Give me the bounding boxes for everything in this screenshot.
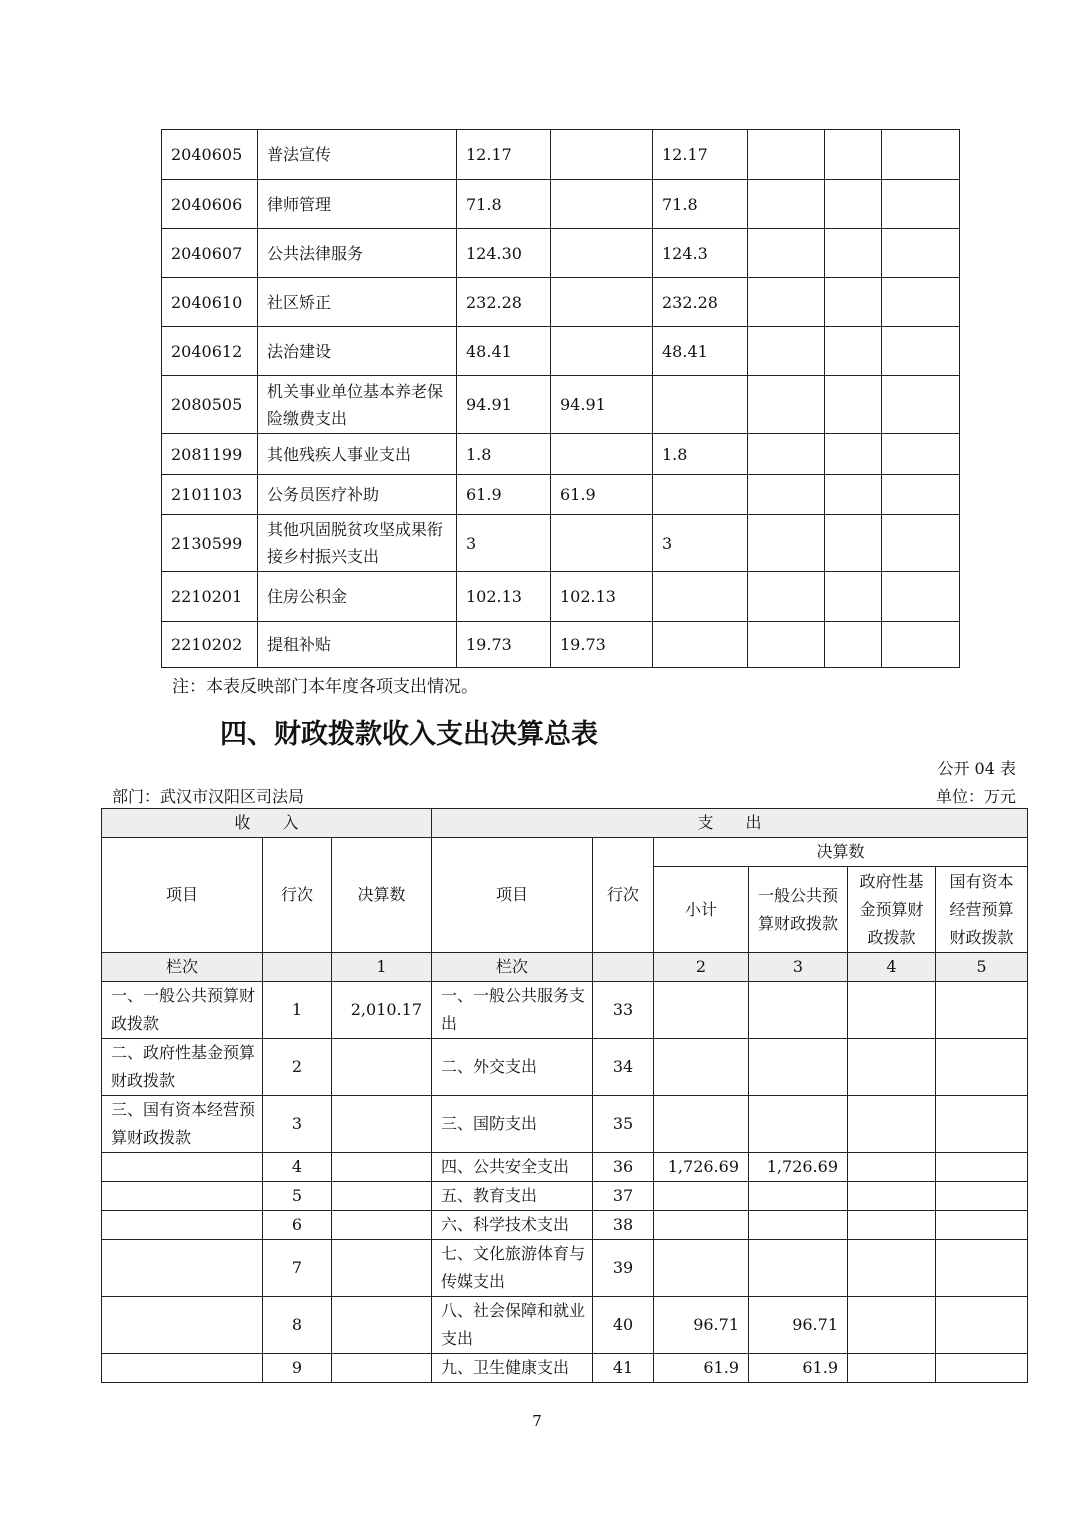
- expense-item: 四、公共安全支出: [432, 1153, 593, 1182]
- column-number: 5: [936, 953, 1028, 982]
- subject-name: 法治建设: [258, 327, 457, 376]
- table-note: 注：本表反映部门本年度各项支出情况。: [172, 677, 478, 697]
- project-value: [653, 376, 748, 434]
- income-row-no: 8: [263, 1297, 332, 1354]
- table-row: [162, 130, 960, 180]
- empty-cell: [748, 376, 825, 434]
- empty-cell: [748, 180, 825, 229]
- income-row-no: 2: [263, 1039, 332, 1096]
- column-number: 3: [749, 953, 848, 982]
- section-title: 四、财政拨款收入支出决算总表: [220, 719, 598, 750]
- expense-row-no: 39: [593, 1240, 654, 1297]
- income-row-no-header: 行次: [263, 838, 332, 953]
- subject-name: 社区矫正: [258, 278, 457, 327]
- basic-value: [551, 278, 653, 327]
- empty-cell: [825, 376, 882, 434]
- empty-cell: [882, 130, 960, 180]
- basic-value: [551, 515, 653, 572]
- income-amount: [332, 1182, 432, 1211]
- column-number: 1: [332, 953, 432, 982]
- income-item: [102, 1240, 263, 1297]
- total-value: 1.8: [457, 434, 551, 475]
- income-item: [102, 1354, 263, 1383]
- table-row: [102, 1211, 1028, 1240]
- subtotal-value: [654, 1039, 749, 1096]
- empty-cell: [825, 515, 882, 572]
- subtotal-value: 1,726.69: [654, 1153, 749, 1182]
- expense-item: 三、国防支出: [432, 1096, 593, 1153]
- table-row: [102, 1297, 1028, 1354]
- general-value: 61.9: [749, 1354, 848, 1383]
- header-row: [102, 809, 1028, 838]
- income-item: [102, 1211, 263, 1240]
- page-number: 7: [532, 1412, 542, 1430]
- expense-item: 一、一般公共服务支出: [432, 982, 593, 1039]
- table-row: [162, 434, 960, 475]
- subject-code: 2210201: [162, 572, 258, 622]
- state-value: [936, 1182, 1028, 1211]
- project-value: 71.8: [653, 180, 748, 229]
- income-amount: [332, 1211, 432, 1240]
- general-value: [749, 1096, 848, 1153]
- table-row: [102, 1240, 1028, 1297]
- department-label: 部门：武汉市汉阳区司法局: [112, 787, 305, 806]
- subtotal-value: 96.71: [654, 1297, 749, 1354]
- expense-item: 九、卫生健康支出: [432, 1354, 593, 1383]
- unit-label: 单位：万元: [935, 787, 1016, 806]
- expense-item: 六、科学技术支出: [432, 1211, 593, 1240]
- expenditure-detail-table: [161, 129, 960, 668]
- expense-header: 支 出: [432, 809, 1028, 838]
- project-value: 12.17: [653, 130, 748, 180]
- table-row: [162, 376, 960, 434]
- empty-cell: [825, 572, 882, 622]
- expense-row-no: 37: [593, 1182, 654, 1211]
- empty-cell: [882, 434, 960, 475]
- column-label: 栏次: [102, 953, 263, 982]
- table-row: [102, 1354, 1028, 1383]
- empty-cell: [882, 376, 960, 434]
- fund-value: [848, 1240, 936, 1297]
- subtotal-value: 61.9: [654, 1354, 749, 1383]
- basic-value: [551, 327, 653, 376]
- income-header: 收 入: [102, 809, 432, 838]
- empty-cell: [748, 434, 825, 475]
- empty-cell: [825, 327, 882, 376]
- fund-value: [848, 1182, 936, 1211]
- total-value: 124.30: [457, 229, 551, 278]
- table-row: [162, 572, 960, 622]
- income-item-header: 项目: [102, 838, 263, 953]
- subject-name: 住房公积金: [258, 572, 457, 622]
- general-value: [749, 1182, 848, 1211]
- expense-row-no: 36: [593, 1153, 654, 1182]
- table-row: [102, 1096, 1028, 1153]
- expense-item: 二、外交支出: [432, 1039, 593, 1096]
- general-value: [749, 1211, 848, 1240]
- state-value: [936, 982, 1028, 1039]
- state-value: [936, 1240, 1028, 1297]
- subtotal-header: 小计: [654, 867, 749, 953]
- empty-cell: [825, 278, 882, 327]
- fund-value: [848, 982, 936, 1039]
- table-row: [102, 1182, 1028, 1211]
- basic-value: [551, 434, 653, 475]
- table-row: [162, 515, 960, 572]
- basic-value: 94.91: [551, 376, 653, 434]
- income-amount: [332, 1153, 432, 1182]
- income-amount: [332, 1297, 432, 1354]
- fund-budget-header: 政府性基金预算财政拨款: [848, 867, 936, 953]
- income-amount: 2,010.17: [332, 982, 432, 1039]
- fund-value: [848, 1096, 936, 1153]
- column-number-row: [102, 953, 1028, 982]
- basic-value: [551, 229, 653, 278]
- state-value: [936, 1153, 1028, 1182]
- table-row: [102, 1039, 1028, 1096]
- basic-value: [551, 130, 653, 180]
- expense-item-header: 项目: [432, 838, 593, 953]
- fund-value: [848, 1297, 936, 1354]
- subject-name: 律师管理: [258, 180, 457, 229]
- income-row-no: 6: [263, 1211, 332, 1240]
- income-amount: [332, 1096, 432, 1153]
- fund-value: [848, 1039, 936, 1096]
- subject-code: 2081199: [162, 434, 258, 475]
- empty-cell: [882, 229, 960, 278]
- empty-cell: [748, 475, 825, 515]
- basic-value: 102.13: [551, 572, 653, 622]
- basic-value: 61.9: [551, 475, 653, 515]
- empty-cell: [748, 130, 825, 180]
- subject-name: 其他残疾人事业支出: [258, 434, 457, 475]
- income-item: [102, 1297, 263, 1354]
- empty-cell: [825, 434, 882, 475]
- expense-row-no: 40: [593, 1297, 654, 1354]
- empty-cell: [825, 622, 882, 668]
- subject-code: 2101103: [162, 475, 258, 515]
- subject-code: 2040607: [162, 229, 258, 278]
- empty-cell: [263, 953, 332, 982]
- empty-cell: [882, 180, 960, 229]
- general-value: [749, 982, 848, 1039]
- basic-value: [551, 180, 653, 229]
- expense-row-no-header: 行次: [593, 838, 654, 953]
- table-row: [162, 229, 960, 278]
- subject-code: 2040606: [162, 180, 258, 229]
- general-value: [749, 1039, 848, 1096]
- empty-cell: [748, 622, 825, 668]
- fund-value: [848, 1153, 936, 1182]
- income-row-no: 5: [263, 1182, 332, 1211]
- table-row: [162, 180, 960, 229]
- total-value: 48.41: [457, 327, 551, 376]
- general-value: 96.71: [749, 1297, 848, 1354]
- expense-row-no: 33: [593, 982, 654, 1039]
- state-value: [936, 1211, 1028, 1240]
- empty-cell: [825, 229, 882, 278]
- general-budget-header: 一般公共预算财政拨款: [749, 867, 848, 953]
- project-value: [653, 622, 748, 668]
- fiscal-appropriation-summary-table: [101, 808, 1028, 1383]
- table-row: [162, 278, 960, 327]
- subject-name: 公务员医疗补助: [258, 475, 457, 515]
- project-value: 124.3: [653, 229, 748, 278]
- income-item: [102, 1153, 263, 1182]
- general-value: [749, 1240, 848, 1297]
- subject-code: 2040605: [162, 130, 258, 180]
- empty-cell: [825, 130, 882, 180]
- empty-cell: [748, 327, 825, 376]
- subject-code: 2210202: [162, 622, 258, 668]
- subject-name: 普法宣传: [258, 130, 457, 180]
- subject-code: 2040612: [162, 327, 258, 376]
- fund-value: [848, 1211, 936, 1240]
- column-number: 4: [848, 953, 936, 982]
- form-number: 公开 04 表: [937, 759, 1016, 778]
- total-value: 94.91: [457, 376, 551, 434]
- total-value: 61.9: [457, 475, 551, 515]
- subtotal-value: [654, 1182, 749, 1211]
- income-item: 一、一般公共预算财政拨款: [102, 982, 263, 1039]
- table-row: [162, 327, 960, 376]
- income-item: [102, 1182, 263, 1211]
- subject-code: 2130599: [162, 515, 258, 572]
- total-value: 12.17: [457, 130, 551, 180]
- subject-name: 提租补贴: [258, 622, 457, 668]
- subject-code: 2040610: [162, 278, 258, 327]
- income-amount: [332, 1039, 432, 1096]
- income-row-no: 7: [263, 1240, 332, 1297]
- empty-cell: [825, 475, 882, 515]
- income-item: 二、政府性基金预算财政拨款: [102, 1039, 263, 1096]
- project-value: [653, 475, 748, 515]
- income-amount: [332, 1240, 432, 1297]
- table-row: [102, 982, 1028, 1039]
- budget-header: 决算数: [654, 838, 1028, 867]
- general-value: 1,726.69: [749, 1153, 848, 1182]
- subject-name: 其他巩固脱贫攻坚成果衔接乡村振兴支出: [258, 515, 457, 572]
- subtotal-value: [654, 982, 749, 1039]
- state-value: [936, 1039, 1028, 1096]
- table-row: [162, 622, 960, 668]
- project-value: 48.41: [653, 327, 748, 376]
- state-value: [936, 1096, 1028, 1153]
- subtotal-value: [654, 1211, 749, 1240]
- header-row: [102, 838, 1028, 867]
- empty-cell: [748, 229, 825, 278]
- income-amount: [332, 1354, 432, 1383]
- empty-cell: [748, 572, 825, 622]
- income-row-no: 9: [263, 1354, 332, 1383]
- project-value: [653, 572, 748, 622]
- subtotal-value: [654, 1096, 749, 1153]
- total-value: 71.8: [457, 180, 551, 229]
- state-value: [936, 1297, 1028, 1354]
- subject-code: 2080505: [162, 376, 258, 434]
- expense-row-no: 41: [593, 1354, 654, 1383]
- income-amount-header: 决算数: [332, 838, 432, 953]
- empty-cell: [593, 953, 654, 982]
- empty-cell: [748, 515, 825, 572]
- empty-cell: [825, 180, 882, 229]
- total-value: 19.73: [457, 622, 551, 668]
- subject-name: 机关事业单位基本养老保险缴费支出: [258, 376, 457, 434]
- table-row: [162, 475, 960, 515]
- empty-cell: [882, 278, 960, 327]
- fund-value: [848, 1354, 936, 1383]
- income-row-no: 1: [263, 982, 332, 1039]
- total-value: 102.13: [457, 572, 551, 622]
- expense-row-no: 35: [593, 1096, 654, 1153]
- income-row-no: 3: [263, 1096, 332, 1153]
- expense-item: 七、文化旅游体育与传媒支出: [432, 1240, 593, 1297]
- expense-row-no: 34: [593, 1039, 654, 1096]
- expense-row-no: 38: [593, 1211, 654, 1240]
- empty-cell: [882, 475, 960, 515]
- project-value: 1.8: [653, 434, 748, 475]
- state-value: [936, 1354, 1028, 1383]
- project-value: 3: [653, 515, 748, 572]
- state-capital-header: 国有资本经营预算财政拨款: [936, 867, 1028, 953]
- total-value: 3: [457, 515, 551, 572]
- empty-cell: [882, 515, 960, 572]
- empty-cell: [882, 622, 960, 668]
- column-number: 2: [654, 953, 749, 982]
- subject-name: 公共法律服务: [258, 229, 457, 278]
- income-item: 三、国有资本经营预算财政拨款: [102, 1096, 263, 1153]
- empty-cell: [882, 327, 960, 376]
- expense-item: 八、社会保障和就业支出: [432, 1297, 593, 1354]
- table-row: [102, 1153, 1028, 1182]
- basic-value: 19.73: [551, 622, 653, 668]
- subtotal-value: [654, 1240, 749, 1297]
- column-label: 栏次: [432, 953, 593, 982]
- income-row-no: 4: [263, 1153, 332, 1182]
- empty-cell: [748, 278, 825, 327]
- project-value: 232.28: [653, 278, 748, 327]
- expense-item: 五、教育支出: [432, 1182, 593, 1211]
- total-value: 232.28: [457, 278, 551, 327]
- empty-cell: [882, 572, 960, 622]
